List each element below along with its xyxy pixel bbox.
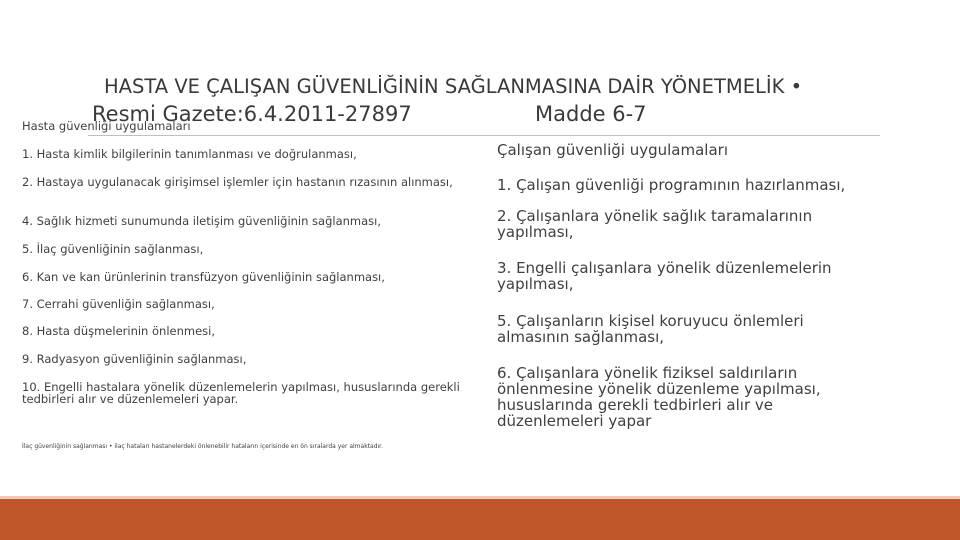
list-item: 1. Çalışan güvenliği programının hazırlanması, [497, 176, 846, 194]
list-item: 6. Kan ve kan ürünlerinin transfüzyon güvenliğinin sağlanması, [22, 270, 385, 284]
left-column-header: Hasta güvenliği uygulamaları [22, 119, 191, 133]
list-item: 8. Hasta düşmelerinin önlenmesi, [22, 324, 216, 338]
list-item: 2. Hastaya uygulanacak girişimsel işlemler için hastanın rızasının alınması, [22, 175, 453, 189]
list-item: 9. Radyasyon güvenliğinin sağlanması, [22, 352, 247, 366]
list-item: 4. Sağlık hizmeti sunumunda iletişim güvenliğinin sağlanması, [22, 214, 382, 228]
slide-title-line2: Resmi Gazete:6.4.2011-27897 [92, 102, 412, 126]
list-item: 5. İlaç güvenliğinin sağlanması, [22, 242, 204, 256]
list-item: 10. Engelli hastalara yönelik düzenlemelerin yapılması, hususlarında gerekli tedbirleri alır ve düzenlemeleri yapar. [22, 380, 460, 406]
list-item: 2. Çalışanlara yönelik sağlık taramalarının yapılması, [497, 207, 813, 241]
slide-title-line1: HASTA VE ÇALIŞAN GÜVENLİĞİNİN SAĞLANMASINA DAİR YÖNETMELİK • [104, 75, 803, 98]
slide-title-madde: Madde 6-7 [535, 102, 647, 126]
list-item: 7. Cerrahi güvenliğin sağlanması, [22, 297, 215, 311]
footer-accent-bar [0, 499, 960, 540]
list-item: 1. Hasta kimlik bilgilerinin tanımlanması ve doğrulanması, [22, 147, 357, 161]
footnote: İlaç güvenliğinin sağlanması • ilaç hataları hastanelerdeki önlenebilir hataların içerisinde en ön sıralarda yer almaktadır. [22, 443, 383, 450]
list-item: 6. Çalışanlara yönelik fiziksel saldırıların önlenmesine yönelik düzenleme yapılması, hususlarında gerekli tedbirleri alır ve düzenlemeleri yapar [497, 364, 821, 430]
list-item: 5. Çalışanların kişisel koruyucu önlemleri almasının sağlanması, [497, 312, 804, 346]
title-divider [88, 135, 880, 136]
list-item: 3. Engelli çalışanlara yönelik düzenlemelerin yapılması, [497, 259, 832, 293]
right-column-header: Çalışan güvenliği uygulamaları [497, 141, 728, 159]
